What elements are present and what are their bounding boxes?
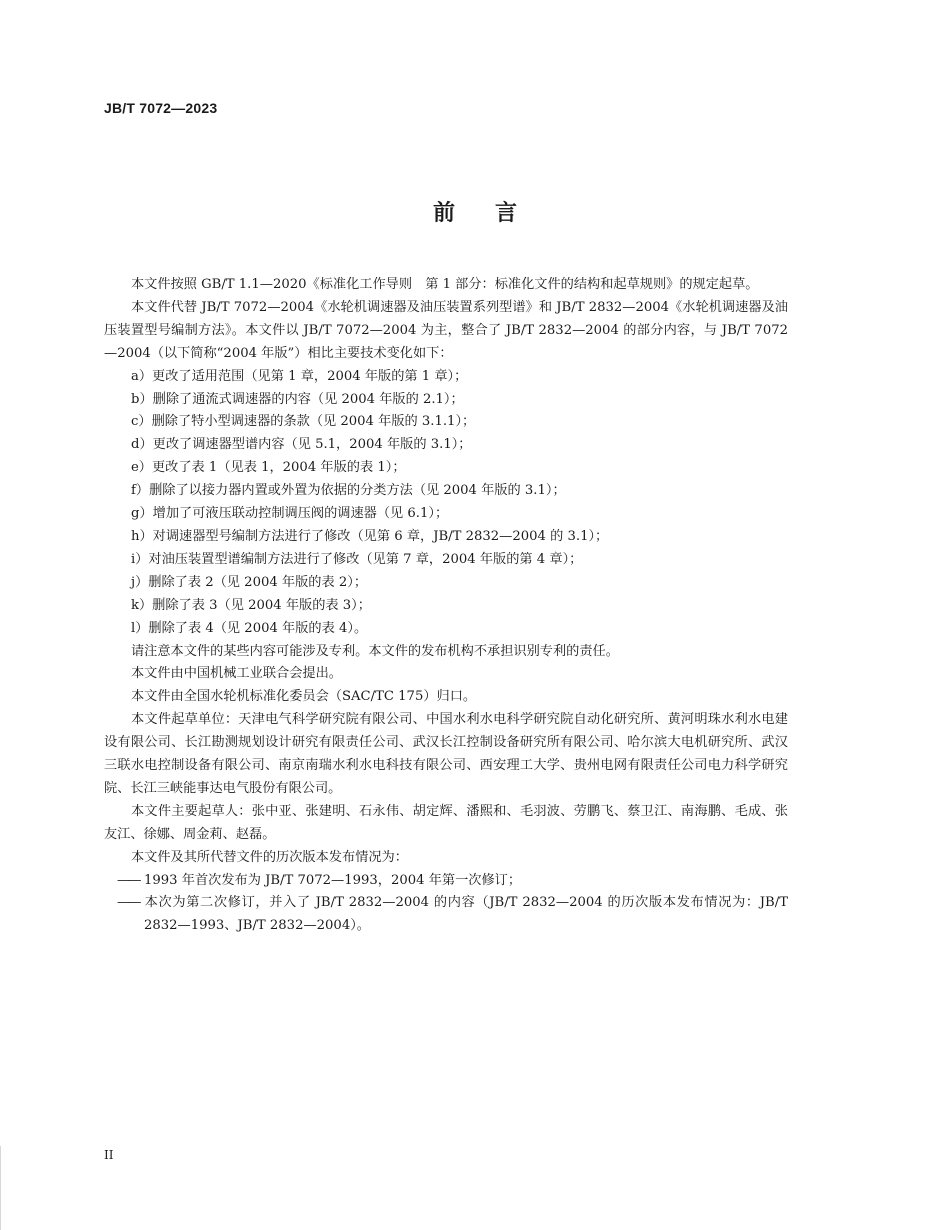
change-item: d）更改了调速器型谱内容（见 5.1，2004 年版的 3.1）； xyxy=(131,437,472,453)
history-item-text: 1993 年首次发布为 JB/T 7072—1993，2004 年第一次修订； xyxy=(144,872,522,888)
paragraph-replacement: 本文件代替 JB/T 7072—2004《水轮机调速器及油压装置系列型谱》和 JB/T 2832—2004《水轮机调速器及油压装置型号编制方法》。本文件以 JB/T 7072—2004 为主，整合了 JB/T 2832—2004 的部分内容，与 JB/T 7072—2004（以下简称“2004 年版”）相比主要技术变化如下： xyxy=(104,299,788,361)
paragraph-proposer: 本文件由中国机械工业联合会提出。 xyxy=(131,666,342,682)
history-item xyxy=(104,892,788,938)
paragraph-drafting-units: 本文件起草单位：天津电气科学研究院有限公司、中国水利水电科学研究院自动化研究所、黄河明珠水利水电建设有限公司、长江勘测规划设计研究有限责任公司、武汉长江控制设备研究所有限公司、哈尔滨大电机研究所、武汉三联水电控制设备有限公司、南京南瑞水利水电科技有限公司、西安理工大学、贵州电网有限责任公司电力科学研究院、长江三峡能事达电气股份有限公司。 xyxy=(104,712,788,796)
dash-mark: —— xyxy=(117,895,140,911)
change-item: j）删除了表 2（见 2004 年版的表 2）； xyxy=(131,574,368,590)
page-title: 前言 xyxy=(432,201,557,226)
page-number: II xyxy=(104,1148,114,1162)
change-item: k）删除了表 3（见 2004 年版的表 3）； xyxy=(131,597,371,613)
change-item: c）删除了特小型调速器的条款（见 2004 年版的 3.1.1）； xyxy=(131,414,476,430)
change-item: l）删除了表 4（见 2004 年版的表 4）。 xyxy=(131,620,368,636)
change-item: b）删除了通流式调速器的内容（见 2004 年版的 2.1）； xyxy=(131,391,464,407)
change-item: a）更改了适用范围（见第 1 章，2004 年版的第 1 章）； xyxy=(131,368,468,384)
change-item: g）增加了可液压联动控制调压阀的调速器（见 6.1）； xyxy=(131,506,449,522)
change-item: f）删除了以接力器内置或外置为依据的分类方法（见 2004 年版的 3.1）； xyxy=(131,483,566,499)
paragraph-committee: 本文件由全国水轮机标准化委员会（SAC/TC 175）归口。 xyxy=(131,689,477,705)
page-edge-divider xyxy=(0,1146,1,1230)
document-code: JB/T 7072—2023 xyxy=(104,100,218,116)
history-item-text: 本次为第二次修订，并入了 JB/T 2832—2004 的内容（JB/T 2832—2004 的历次版本发布情况为：JB/T 2832—1993、JB/T 2832—2004）。 xyxy=(144,895,788,934)
paragraph-history-intro: 本文件及其所代替文件的历次版本发布情况为： xyxy=(131,849,408,865)
change-item: i）对油压装置型谱编制方法进行了修改（见第 7 章，2004 年版的第 4 章）； xyxy=(131,551,583,567)
paragraph-patent-notice: 请注意本文件的某些内容可能涉及专利。本文件的发布机构不承担识别专利的责任。 xyxy=(131,643,619,659)
paragraph-drafters: 本文件主要起草人：张中亚、张建明、石永伟、胡定辉、潘熙和、毛羽波、劳鹏飞、蔡卫江、南海鹏、毛成、张友江、徐娜、周金莉、赵磊。 xyxy=(104,803,788,842)
history-item xyxy=(104,870,788,893)
paragraph-drafting-rule: 本文件按照 GB/T 1.1—2020《标准化工作导则 第 1 部分：标准化文件的结构和起草规则》的规定起草。 xyxy=(131,277,759,292)
change-item: e）更改了表 1（见表 1，2004 年版的表 1）； xyxy=(131,460,406,476)
document-body xyxy=(104,274,788,938)
dash-mark: —— xyxy=(117,872,140,888)
change-item: h）对调速器型号编制方法进行了修改（见第 6 章，JB/T 2832—2004 的 3.1）； xyxy=(131,528,609,544)
